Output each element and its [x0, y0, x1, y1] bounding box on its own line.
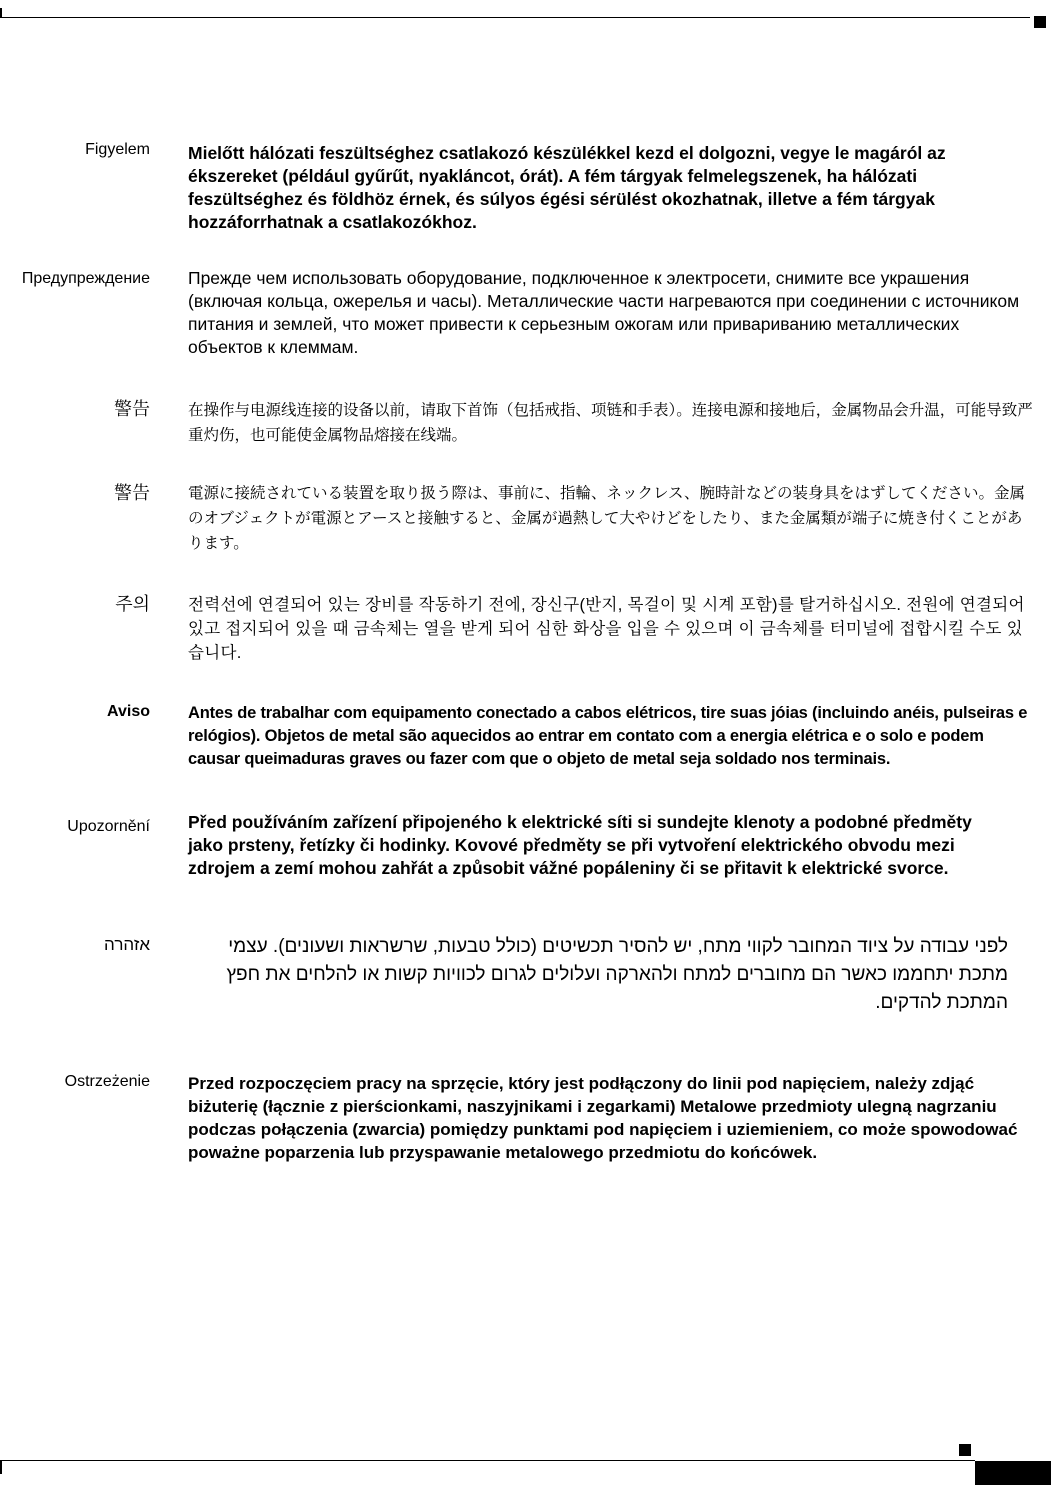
- warning-label-ko: 주의: [115, 594, 150, 614]
- warning-label-ru: Предупреждение: [21, 270, 150, 287]
- warning-label-he: אזהרה: [104, 935, 150, 954]
- footer-page-tab: [975, 1461, 1051, 1485]
- footer-small-square: [959, 1444, 971, 1456]
- warning-text-cs: Před používáním zařízení připojeného k elektrické síti si sundejte klenoty a podobné předměty jako prsteny, řetízky či hodinky. Kovové předměty se při vytvoření elektrického obvodu mezi zdrojem a zemí mohou zahřát a způsobit vážné popáleniny či se přitavit k elektrické svorce.: [188, 812, 972, 878]
- warning-text-zh: 在操作与电源线连接的设备以前，请取下首饰（包括戒指、项链和手表）。连接电源和接地后，金属物品会升温，可能导致严重灼伤，也可能使金属物品熔接在线端。: [188, 402, 1033, 444]
- warning-text-ja: 電源に接続されている装置を取り扱う際は、事前に、指輪、ネックレス、腕時計などの装身具をはずしてください。金属のオブジェクトが電源とアースと接触すると、金属が過熱して大やけどをしたり、また金属類が端子に焼き付くことがあります。: [188, 485, 1026, 552]
- header-left-tick: [0, 8, 2, 18]
- header-rule: [0, 17, 1030, 18]
- warning-label-ja: 警告: [114, 483, 150, 503]
- header-corner-square: [1034, 16, 1046, 28]
- footer-left-tick: [0, 1460, 2, 1474]
- warning-label-pl: Ostrzeżenie: [64, 1073, 150, 1090]
- warning-label-hu: Figyelem: [85, 141, 150, 158]
- warning-label-cs: Upozornění: [67, 818, 150, 835]
- warning-text-ru: Прежде чем использовать оборудование, подключенное к электросети, снимите все украшения (включая кольца, ожерелья и часы). Металлические части нагреваются при соединении с источником питания и землей, что может привести к серьезным ожогам или привариванию металлических объектов к клеммам.: [188, 268, 1020, 357]
- warning-text-pt: Antes de trabalhar com equipamento conectado a cabos elétricos, tire suas jóias (incluindo anéis, pulseiras e relógios). Objetos de metal são aquecidos ao entrar em contato com a energia elétrica e o solo e podem causar queimaduras graves ou fazer com que o objeto de metal seja soldado nos terminais.: [188, 704, 1028, 768]
- warning-label-zh: 警告: [114, 399, 150, 419]
- warning-text-ko: 전력선에 연결되어 있는 장비를 작동하기 전에, 장신구(반지, 목걸이 및 시계 포함)를 탈거하십시오. 전원에 연결되어 있고 접지되어 있을 때 금속체는 열을 받게 되어 심한 화상을 입을 수 있으며 이 금속체를 터미널에 접합시킬 수도 있습니다.: [188, 596, 1025, 662]
- warning-text-hu: Mielőtt hálózati feszültséghez csatlakozó készülékkel kezd el dolgozni, vegye le magáról az ékszereket (például gyűrűt, nyakláncot, órát). A fém tárgyak felmelegszenek, ha hálózati feszültséghez és földhöz érnek, és súlyos égési sérülést okozhatnak, illetve a fém tárgyak hozzáforrhatnak a csatlakozókhoz.: [188, 143, 946, 232]
- warning-label-pt: Aviso: [107, 703, 150, 720]
- warning-text-he: לפני עבודה על ציוד המחובר לקווי מתח, יש להסיר תכשיטים (כולל טבעות, שרשראות ושעונים). עצמי מתכת יתחממו כאשר הם מחוברים למתח ולהארקה ועלולים לגרום לכוויות קשות או להלחים את חפץ המתכת להדקים.: [226, 936, 1008, 1013]
- warning-text-pl: Przed rozpoczęciem pracy na sprzęcie, który jest podłączony do linii pod napięciem, należy zdjąć biżuterię (łącznie z pierścionkami, naszyjnikami i zegarkami) Metalowe przedmioty ulegną nagrzaniu podczas połączenia (zwarcia) pomiędzy punktami pod napięciem i uziemieniem, co może spowodować poważne poparzenia lub przyspawanie metalowego przedmiotu do końcówek.: [188, 1074, 1018, 1162]
- footer-rule: [0, 1460, 975, 1461]
